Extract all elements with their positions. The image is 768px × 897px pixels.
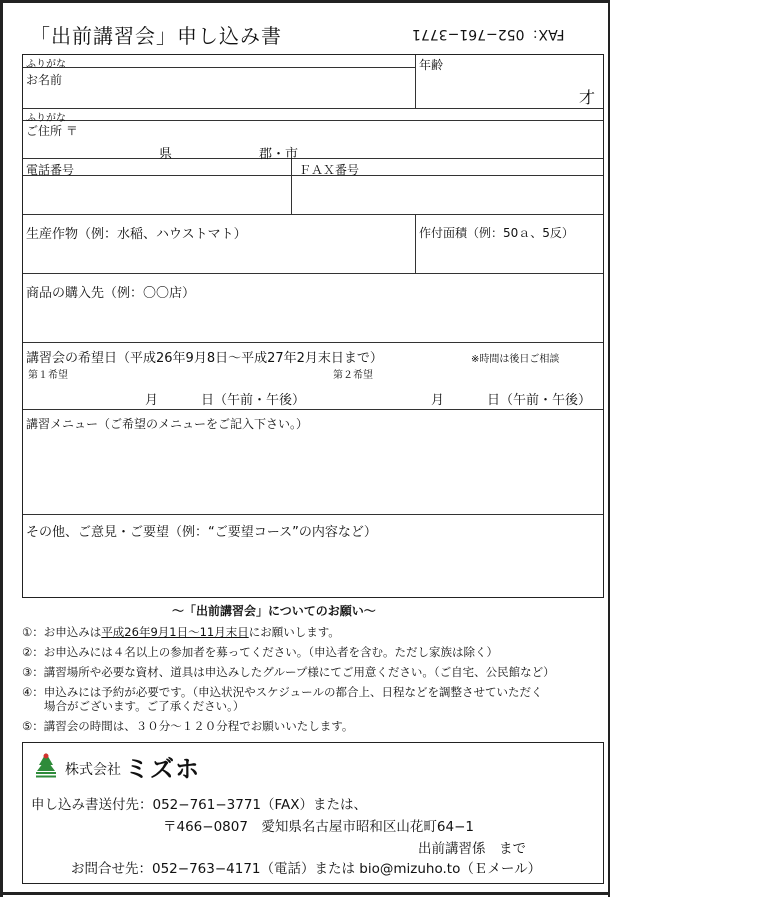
second-choice-label: 第２希望 bbox=[333, 370, 373, 381]
notes-title: 〜「出前講習会」についてのお願い〜 bbox=[172, 604, 376, 618]
page-frame-top bbox=[0, 0, 610, 3]
company-prefix: 株式会社 bbox=[65, 762, 121, 778]
form-line bbox=[415, 214, 416, 273]
note-3: ③：講習場所や必要な資材、道具は申込みしたグループ様にてご用意ください。（ご自宅、公民館など） bbox=[22, 665, 555, 679]
note-4-cont: 場合がございます。ご了承ください。） bbox=[44, 699, 245, 713]
date-request-title: 講習会の希望日（平成26年9月8日〜平成27年2月末日まで） bbox=[26, 351, 383, 366]
application-form bbox=[22, 54, 604, 598]
age-unit: 才 bbox=[579, 88, 596, 107]
second-choice-day[interactable]: 日（午前・午後） bbox=[487, 393, 592, 408]
menu-field[interactable]: 講習メニュー（ご希望のメニューをご記入下さい。） bbox=[26, 417, 309, 431]
form-line bbox=[23, 273, 603, 274]
first-choice-label: 第１希望 bbox=[28, 370, 68, 381]
form-line bbox=[23, 120, 603, 121]
county-city-label: 郡・市 bbox=[259, 147, 299, 162]
phone-field[interactable]: 電話番号 bbox=[26, 163, 75, 177]
form-title: 「出前講習会」申し込み書 bbox=[30, 24, 282, 48]
other-requests-field[interactable]: その他、ご意見・ご要望（例：“ご要望コース”の内容など） bbox=[26, 525, 377, 540]
second-choice-month[interactable]: 月 bbox=[431, 393, 445, 408]
prefecture-label: 県 bbox=[159, 147, 173, 162]
contact-line: お問合せ先：052−763−4171（電話）または bio@mizuho.to（Ｅメール） bbox=[71, 861, 542, 877]
send-to-line: 申し込み書送付先：052−761−3771（FAX）または、 bbox=[31, 797, 368, 813]
form-line bbox=[23, 108, 603, 109]
company-logo-icon bbox=[33, 751, 59, 779]
furigana-label-address: ふりがな bbox=[26, 113, 66, 124]
address-field[interactable]: ご住所 〒 bbox=[26, 124, 78, 138]
first-choice-day[interactable]: 日（午前・午後） bbox=[201, 393, 306, 408]
fax-field[interactable]: ＦＡＸ番号 bbox=[299, 163, 360, 177]
form-line bbox=[23, 514, 603, 515]
form-line bbox=[415, 55, 416, 108]
form-line bbox=[291, 158, 292, 214]
form-line bbox=[23, 342, 603, 343]
form-line bbox=[23, 214, 603, 215]
department-line: 出前講習係 まで bbox=[418, 841, 526, 857]
fax-number-header: FAX：052−761−3771 bbox=[412, 26, 565, 42]
age-field[interactable]: 年齢 bbox=[419, 58, 444, 72]
crop-field[interactable]: 生産作物（例：水稲、ハウストマト） bbox=[26, 227, 247, 242]
time-note: ※時間は後日ご相談 bbox=[471, 354, 560, 365]
company-info-box bbox=[22, 742, 604, 884]
note-1-pre: ①：お申込みは bbox=[22, 625, 102, 639]
company-address: 〒466−0807 愛知県名古屋市昭和区山花町64−1 bbox=[163, 819, 475, 835]
company-name: ミズホ bbox=[125, 755, 200, 783]
note-5: ⑤：講習会の時間は、３０分〜１２０分程でお願いいたします。 bbox=[22, 719, 354, 733]
form-line bbox=[23, 158, 603, 159]
page-frame-left bbox=[0, 0, 3, 897]
note-4: ④：申込みには予約が必要です。（申込状況やスケジュールの都合上、日程などを調整させていただく bbox=[22, 685, 543, 699]
shop-field[interactable]: 商品の購入先（例：〇〇店） bbox=[26, 286, 196, 301]
form-line bbox=[23, 67, 415, 68]
first-choice-month[interactable]: 月 bbox=[145, 393, 159, 408]
page-frame-right bbox=[608, 0, 610, 897]
note-1-period: 平成26年9月1日〜11月末日 bbox=[101, 625, 249, 639]
area-field[interactable]: 作付面積（例：50ａ、5反） bbox=[419, 226, 574, 240]
note-1 bbox=[22, 624, 340, 640]
name-field[interactable]: お名前 bbox=[26, 73, 63, 87]
furigana-label: ふりがな bbox=[26, 59, 66, 70]
page-frame-bottom bbox=[0, 892, 610, 895]
note-1-post: にお願いします。 bbox=[248, 625, 340, 639]
form-line bbox=[23, 409, 603, 410]
note-2: ②：お申込みには４名以上の参加者を募ってください。（申込者を含む。ただし家族は除く） bbox=[22, 645, 499, 659]
